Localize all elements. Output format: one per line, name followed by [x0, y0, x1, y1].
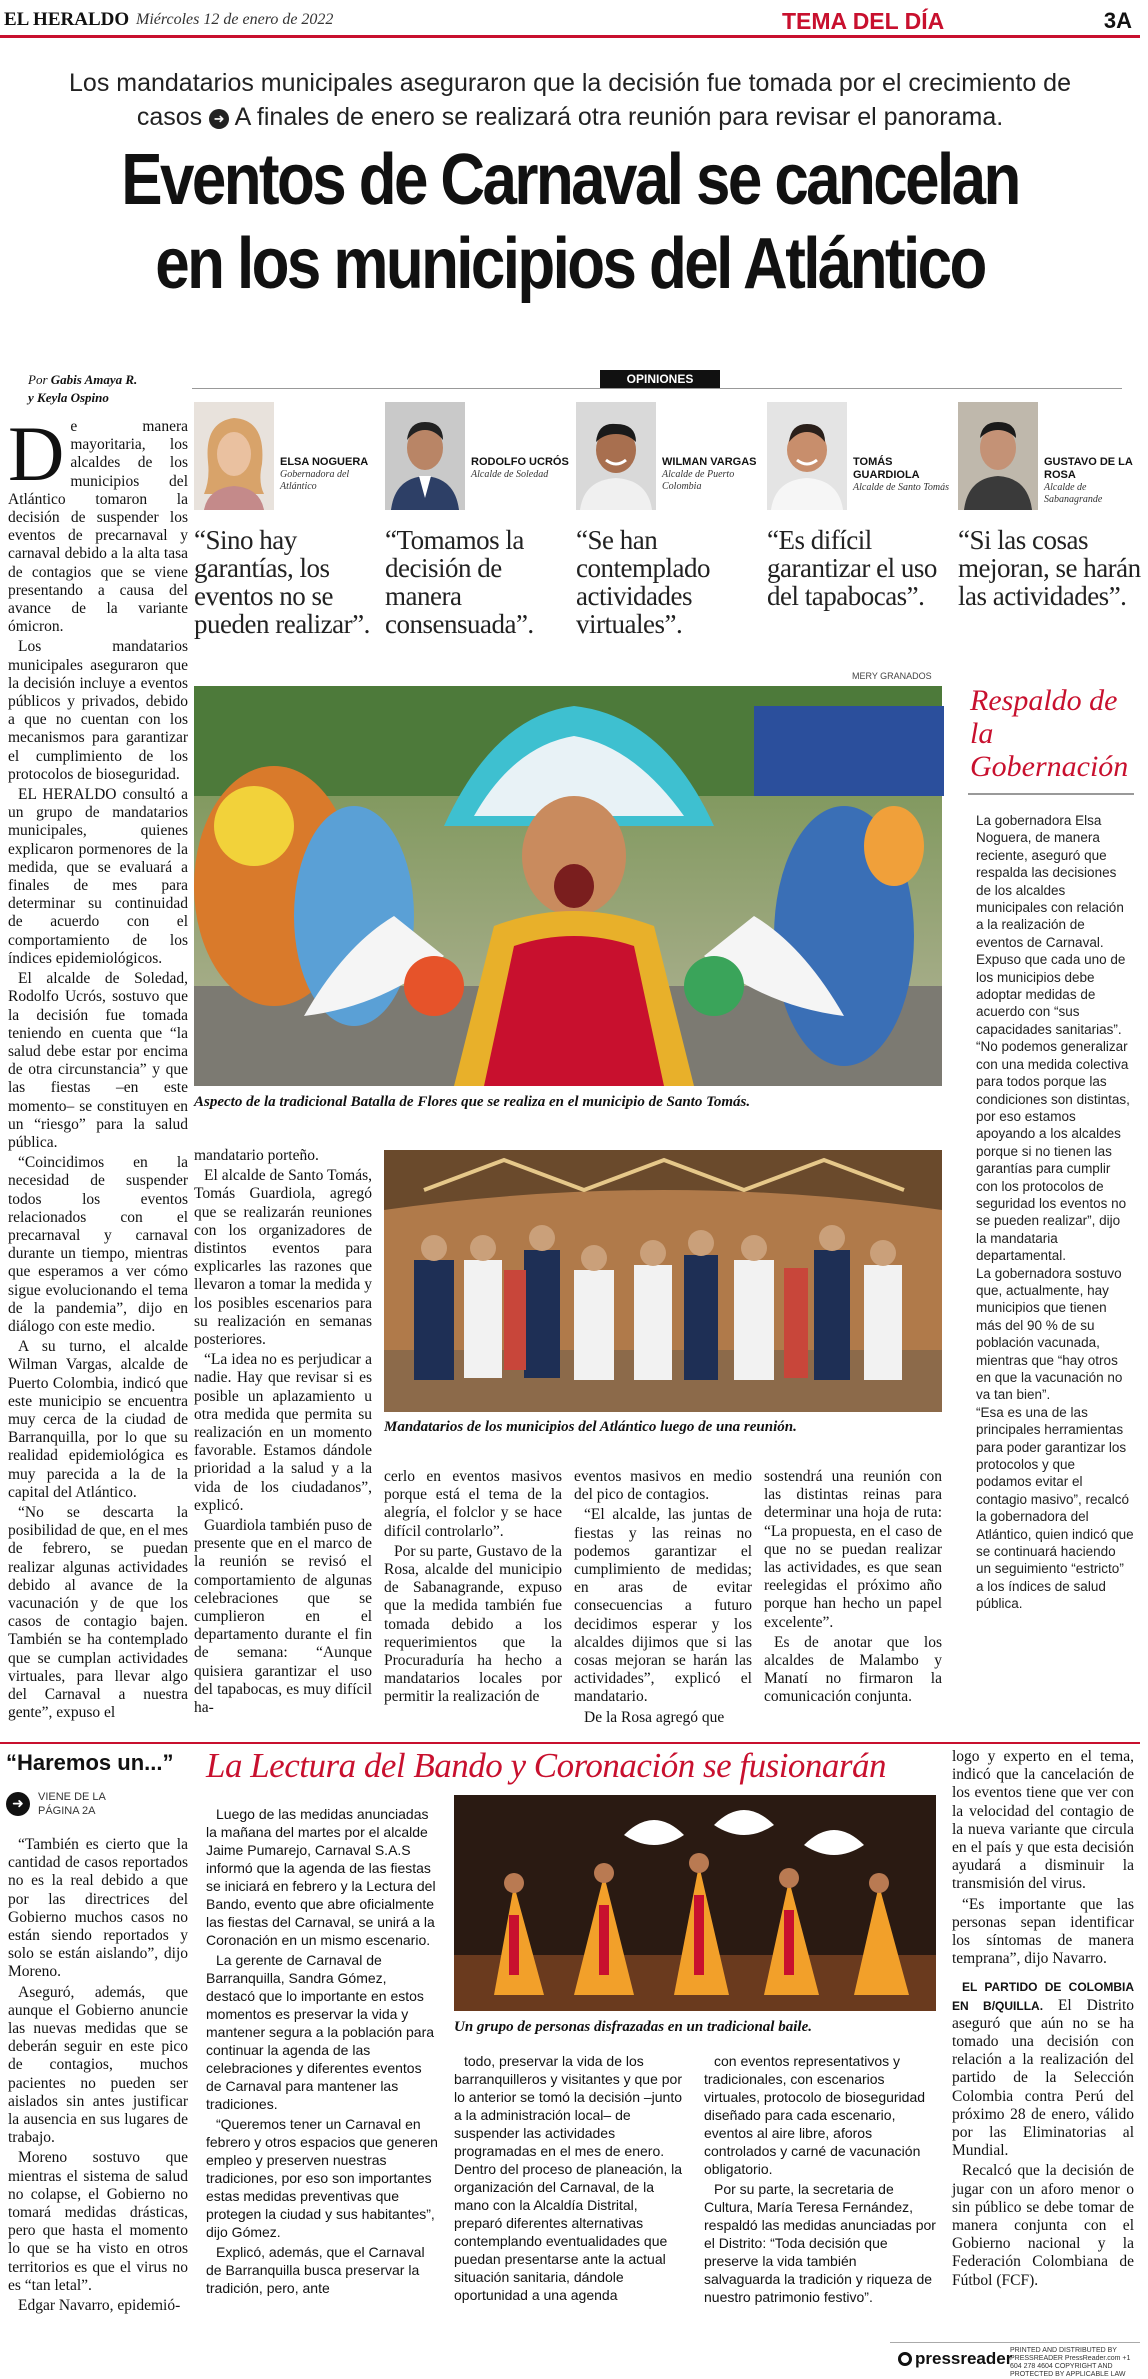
bottom-right-column: logo y experto en el tema, indicó que la cancelación de los eventos tiene que ver con la velocidad del contagio de la nueva variante que circula en el país y que esta decisión ayudará a disminuir la transmisión del virus. “Es importante que las personas sepan identificar los síntomas de manera temprana”, dijo Navarro. EL PARTIDO DE COLOMBIA EN B/QUILLA. El Distrito aseguró que aún no se ha tomado una decisión con relación a la realización del partido de la Selección Colombia contra Perú del próximo 28 de enero, válido por las Eliminatorias al Mundial. Recalcó que la decisión de jugar con un aforo menor o sin público se debe tomar de manera conjunta con el Gobierno nacional y la Federación Colombiana de Fútbol (FCF).	[952, 1748, 1135, 2289]
opinions-rule	[192, 388, 1122, 389]
opinion-name: TOMÁS GUARDIOLA	[853, 456, 920, 481]
deck-part-1: Los mandatarios municipales aseguraron que la decisión fue tomada por el crecimiento de casos	[69, 69, 1071, 131]
footer-fine-print: PRINTED AND DISTRIBUTED BY PRESSREADER PressReader.com +1 604 278 4604 COPYRIGHT AND PROTECTED BY APPLICABLE LAW	[1010, 2347, 1131, 2378]
opinion-name: RODOLFO UCRÓS	[471, 456, 569, 468]
bottom-article-title: La Lectura del Bando y Coronación se fusionarán	[206, 1746, 887, 1785]
opinion-quote: “Sino hay garantías, los eventos no se pueden realizar”.	[194, 525, 370, 639]
opinion-role: Alcalde de Soledad	[471, 469, 549, 480]
arrow-right-icon: ➜	[209, 109, 229, 129]
portrait-photo	[385, 402, 465, 510]
article-column-5: sostendrá una reunión con las distintas reinas para determinar una hoja de ruta: “La propuesta, en el caso de que no se puedan realizar las actividades, es que sean reelegidas el próximo año porque han hecho un papel excelente”. Es de anotar que los alcaldes de Malambo y Manatí no firmaron la comunicación conjunta.	[764, 1468, 942, 1706]
opinion-role: Alcalde de Sabanagrande	[1044, 482, 1103, 505]
subhead-lead: EL PARTIDO DE COLOMBIA EN B/QUILLA.	[952, 1980, 1134, 2013]
photo1-caption: Aspecto de la tradicional Batalla de Flores que se realiza en el municipio de Santo Tomás.	[194, 1094, 751, 1110]
dancers-photo	[454, 1795, 936, 2011]
portrait-photo	[576, 402, 656, 510]
article-column-4: eventos masivos en medio del pico de contagios. “El alcalde, las juntas de fiestas y las reinas no podemos garantizar el cumplimiento de medidas; en aras de evitar consecuencias a futuro decidimos esperar y los alcaldes dijimos que si las cosas mejoran se harán las actividades”, explicó el mandatario. De la Rosa agregó que	[574, 1468, 752, 1726]
headline-line-1: Eventos de Carnaval se cancelan	[121, 140, 1019, 220]
carnival-dancer-photo	[194, 686, 942, 1086]
article-column-3: cerlo en eventos masivos porque está el tema de la alegría, el folclor y se hace difícil controlarlo”. Por su parte, Gustavo de la Rosa, alcalde del municipio de Sabanagrande, expuso que la medida también fue tomada debido a los requerimientos que la Procuraduría ha hecho a mandatarios locales por permitir la realización de	[384, 1468, 562, 1706]
sidebar-text: La gobernadora Elsa Noguera, de manera reciente, aseguró que respalda las decisiones de los alcaldes municipales con relación a la realización de eventos de Carnaval. Expuso que cada uno de los municipios debe adoptar medidas de acuerdo con “sus capacidades sanitarias”. “No podemos generalizar con una medida colectiva para todos porque las condiciones son distintas, por eso estamos apoyando a los alcaldes porque si no tienen las garantías para cumplir con los protocolos de seguridad los eventos no se pueden realizar”, dijo la mandataria departamental. La gobernadora sostuvo que, actualmente, hay municipios que tienen más del 90 % de su población vacunada, mientras que “hay otros en que la vacunación no va tan bien”. “Esa es una de las principales herramientas para poder garantizar los protocolos y que podamos evitar el contagio masivo”, recalcó la gobernadora del Atlántico, quien indicó que se continuará haciendo un seguimiento “estricto” a los índices de salud pública.	[976, 813, 1134, 1612]
headline-line-2: en los municipios del Atlántico	[155, 224, 985, 304]
opinion-quote: “Se han contemplado actividades virtuales”.	[576, 525, 710, 639]
photo2-caption: Mandatarios de los municipios del Atlántico luego de una reunión.	[384, 1419, 797, 1435]
continued-from-label: ➜ VIENE DE LA PÁGINA 2A	[6, 1790, 186, 1820]
mayors-group-photo	[384, 1150, 942, 1412]
photo-credit: MERY GRANADOS	[852, 671, 932, 681]
opinions-label: OPINIONES	[600, 370, 720, 388]
sidebar-rule	[968, 793, 1134, 795]
jump-column: “También es cierto que la cantidad de casos reportados no es la real debido a que por las directrices del Gobierno muchos casos no están siendo reportados y solo se están aislando”, dijo Moreno. Aseguró, además, que aunque el Gobierno anuncie las nuevas medidas que se deberán seguir en este pico de contagios, muchos pacientes no pueden ser aislados sin antes justificar la ausencia en sus lugares de trabajo. Moreno sostuvo que mientras el sistema de salud no colapse, el Gobierno no tomará medidas drásticas, pero que hasta el momento lo que se ha visto en otros territorios es que el virus no es “tan letal”. Edgar Navarro, epidemió-	[8, 1836, 188, 2315]
opinion-quote: “Es difícil garantizar el uso del tapabocas”.	[767, 525, 937, 611]
opinion-role: Alcalde de Santo Tomás	[853, 482, 950, 493]
page-number: 3A	[1103, 8, 1132, 33]
drop-cap: D	[8, 410, 65, 497]
sidebar-title: Respaldo de la Gobernación	[970, 684, 1129, 783]
opinion-name: GUSTAVO DE LA ROSA	[1044, 456, 1133, 481]
opinion-name: WILMAN VARGAS	[662, 456, 757, 468]
paper-name: EL HERALDO	[4, 9, 130, 30]
article-deck	[40, 66, 1100, 134]
pressreader-footer	[890, 2342, 1140, 2378]
deck-part-2: A finales de enero se realizará otra reunión para revisar el panorama.	[234, 103, 1004, 131]
pressreader-logo: pressreader	[898, 2349, 1012, 2369]
masthead	[0, 0, 1140, 38]
portrait-photo	[767, 402, 847, 510]
portrait-photo	[958, 402, 1038, 510]
opinion-quote: “Si las cosas mejoran, se harán las actividades”.	[958, 525, 1141, 611]
jump-title: “Haremos un...”	[6, 1750, 174, 1775]
opinion-name: ELSA NOGUERA	[280, 456, 369, 468]
opinion-role: Alcalde de Puerto Colombia	[662, 469, 735, 492]
bottom-column-3: con eventos representativos y tradicionales, con escenarios virtuales, protocolo de bioseguridad diseñado para cada escenario, eventos al aire libre, aforos controlados y carné de vacunación obligatorio. Por su parte, la secretaria de Cultura, María Teresa Fernández, respaldó las medidas anunciadas por el Distrito: “Toda decisión que preserve la vida también salvaguarda la tradición y riqueza de nuestro patrimonio festivo”.	[704, 2053, 936, 2305]
pressreader-ring-icon	[898, 2352, 912, 2366]
byline: Por Gabis Amaya R. y Keyla Ospino	[28, 372, 138, 405]
article-column-2: mandatario porteño. El alcalde de Santo Tomás, Tomás Guardiola, agregó que se realizarán reuniones con los organizadores de distintos eventos para explicarles las razones que llevaron a tomar la medida y los posibles escenarios para su realización en semanas posteriores. “La idea no es perjudicar a nadie. Hay que revisar si es posible un aplazamiento u otra medida que permita su realización en un momento favorable. Estamos dándole prioridad a la salud y a la vida de los ciudadanos”, explicó. Guardiola también puso de presente que en el marco de la reunión se revisó el comportamiento de algunas celebraciones que se cumplieron en el departamento durante el fin de semana: “Aunque quisiera garantizar el uso del tapabocas, es muy difícil ha-	[194, 1147, 372, 1717]
byline-authors: Gabis Amaya R.	[50, 372, 138, 387]
bottom-column-2: todo, preservar la vida de los barranquilleros y visitantes y que por lo anterior se tomó la decisión –junto a la administración local– de suspender las actividades programadas en el mes de enero. Dentro del proceso de planeación, la organización del Carnaval, de la mano con la Alcaldía Distrital, preparó diferentes alternativas contemplando eventualidades que puedan presentarse ante la actual situación sanitaria, dándole oportunidad a una agenda	[454, 2053, 683, 2303]
section-title: TEMA DEL DÍA	[782, 8, 945, 34]
photo3-caption: Un grupo de personas disfrazadas en un tradicional baile.	[454, 2019, 812, 2035]
article-column-1: De manera mayoritaria, los alcaldes de los municipios del Atlántico tomaron la decisión de suspender los eventos de precarnaval y carnaval debido a la alta tasa de contagios que se viene presentando a causa del avance de la variante ómicron. Los mandatarios municipales aseguraron que la decisión incluye a eventos públicos y privados, debido a que no cuentan con los mecanismos para garantizar el cumplimiento de los protocolos de bioseguridad. EL HERALDO consultó a un grupo de mandatarios municipales, quienes explicaron pormenores de la medida, que se evaluará a finales de mes para determinar su continuidad de acuerdo con el comportamiento de los índices epidemiológicos. El alcalde de Soledad, Rodolfo Ucrós, sostuvo que la decisión fue tomada teniendo en cuenta que “la salud debe estar por encima de otra circunstancia” y que las fiestas –en este momento– se constituyen en un “riesgo” para la salud pública. “Coincidimos en la necesidad de suspender todos los eventos relacionados con el precarnaval y carnaval durante un tiempo, mientras que esperamos a ver cómo sigue evolucionando el tema de la pandemia”, dijo en diálogo con este medio. A su turno, el alcalde Wilman Vargas, alcalde de Puerto Colombia, indicó que este municipio se encuentra muy cerca de la ciudad de Barranquilla, por lo que su realidad epidemiológica es muy parecida a la de la capital del Atlántico. “No se descarta la posibilidad de que, en el mes de febrero, se puedan realizar algunas actividades debido al avance de la vacunación y de que los casos de contagio bajen. También se ha contemplado que se cumplan actividades virtuales, para llevar algo del Carnaval a nuestra gente”, expuso el	[8, 410, 188, 1722]
section-divider	[0, 1742, 1140, 1744]
bottom-column-1: Luego de las medidas anunciadas la mañana del martes por el alcalde Jaime Pumarejo, Carnaval S.A.S informó que la agenda de las fiestas se iniciará en febrero y la Lectura del Bando, evento que abre oficialmente las fiestas del Carnaval, se unirá a la Coronación en un mismo escenario. La gerente de Carnaval de Barranquilla, Sandra Gómez, destacó que lo importante en estos momentos es preservar la vida y mantener segura a la población para continuar la agenda de las celebraciones y diferentes eventos de Carnaval para mantener las tradiciones. “Queremos tener un Carnaval en febrero y otros espacios que generen empleo y preserven nuestras tradiciones, por eso son importantes estas medidas preventivas que protegen la ciudad y sus habitantes”, dijo Gómez. Explicó, además, que el Carnaval de Barranquilla busca preservar la tradición, pero, ante	[206, 1806, 438, 2296]
byline-authors-2: y Keyla Ospino	[28, 390, 109, 405]
arrow-right-icon: ➜	[6, 1792, 30, 1816]
headline	[97, 138, 1043, 306]
opinion-role: Gobernadora del Atlántico	[280, 469, 350, 492]
opinion-quote: “Tomamos la decisión de manera consensuada”.	[385, 525, 534, 639]
issue-date: Miércoles 12 de enero de 2022	[136, 11, 334, 28]
portrait-photo	[194, 402, 274, 510]
